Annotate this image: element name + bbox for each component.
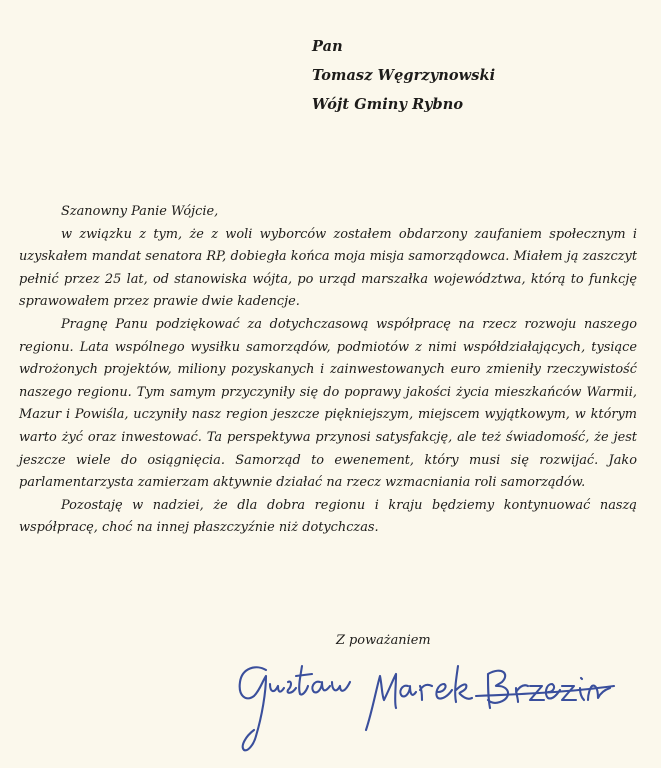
paragraph-3: Pozostaję w nadziei, że dla dobra regionu i kraju będziemy kontynuować naszą współpracę, choć na innej płaszczyźnie niż dotychczas. bbox=[19, 497, 637, 536]
recipient-block bbox=[312, 32, 495, 119]
letter-body bbox=[19, 201, 637, 540]
handwritten-signature bbox=[226, 652, 616, 757]
recipient-name: Tomasz Węgrzynowski bbox=[312, 67, 496, 84]
recipient-title: Pan bbox=[312, 38, 343, 55]
paragraph-1: w związku z tym, że z woli wyborców zostałem obdarzony zaufaniem społecznym i uzyskałem mandat senatora RP, dobiegła końca moja misja samorządowca. Miałem ją zaszczyt pełnić przez 25 lat, od stanowiska wójta, po urząd marszałka województwa, którą to funkcję sprawowałem przez prawie dwie kadencje. bbox=[19, 226, 637, 310]
closing-phrase: Z poważaniem bbox=[336, 633, 431, 648]
recipient-position: Wójt Gminy Rybno bbox=[312, 96, 464, 113]
salutation: Szanowny Panie Wójcie, bbox=[61, 204, 219, 219]
paragraph-2: Pragnę Panu podziękować za dotychczasową współpracę na rzecz rozwoju naszego regionu. Lata wspólnego wysiłku samorządów, podmiotów z nimi współdziałających, tysiące wdrożonych projektów, miliony pozyskanych i zainwestowanych euro zmieniły rzeczywistość naszego regionu. Tym samym przyczyniły się do poprawy jakości życia mieszkańców Warmii, Mazur i Powiśla, uczyniły nasz region jeszcze piękniejszym, miejscem wyjątkowym, w którym warto żyć oraz inwestować. Ta perspektywa przynosi satysfakcję, ale też świadomość, że jest jeszcze wiele do osiągnięcia. Samorząd to ewenement, który musi się rozwijać. Jako parlamentarzysta zamierzam aktywnie działać na rzecz wzmacniania roli samorządów. bbox=[19, 316, 637, 491]
